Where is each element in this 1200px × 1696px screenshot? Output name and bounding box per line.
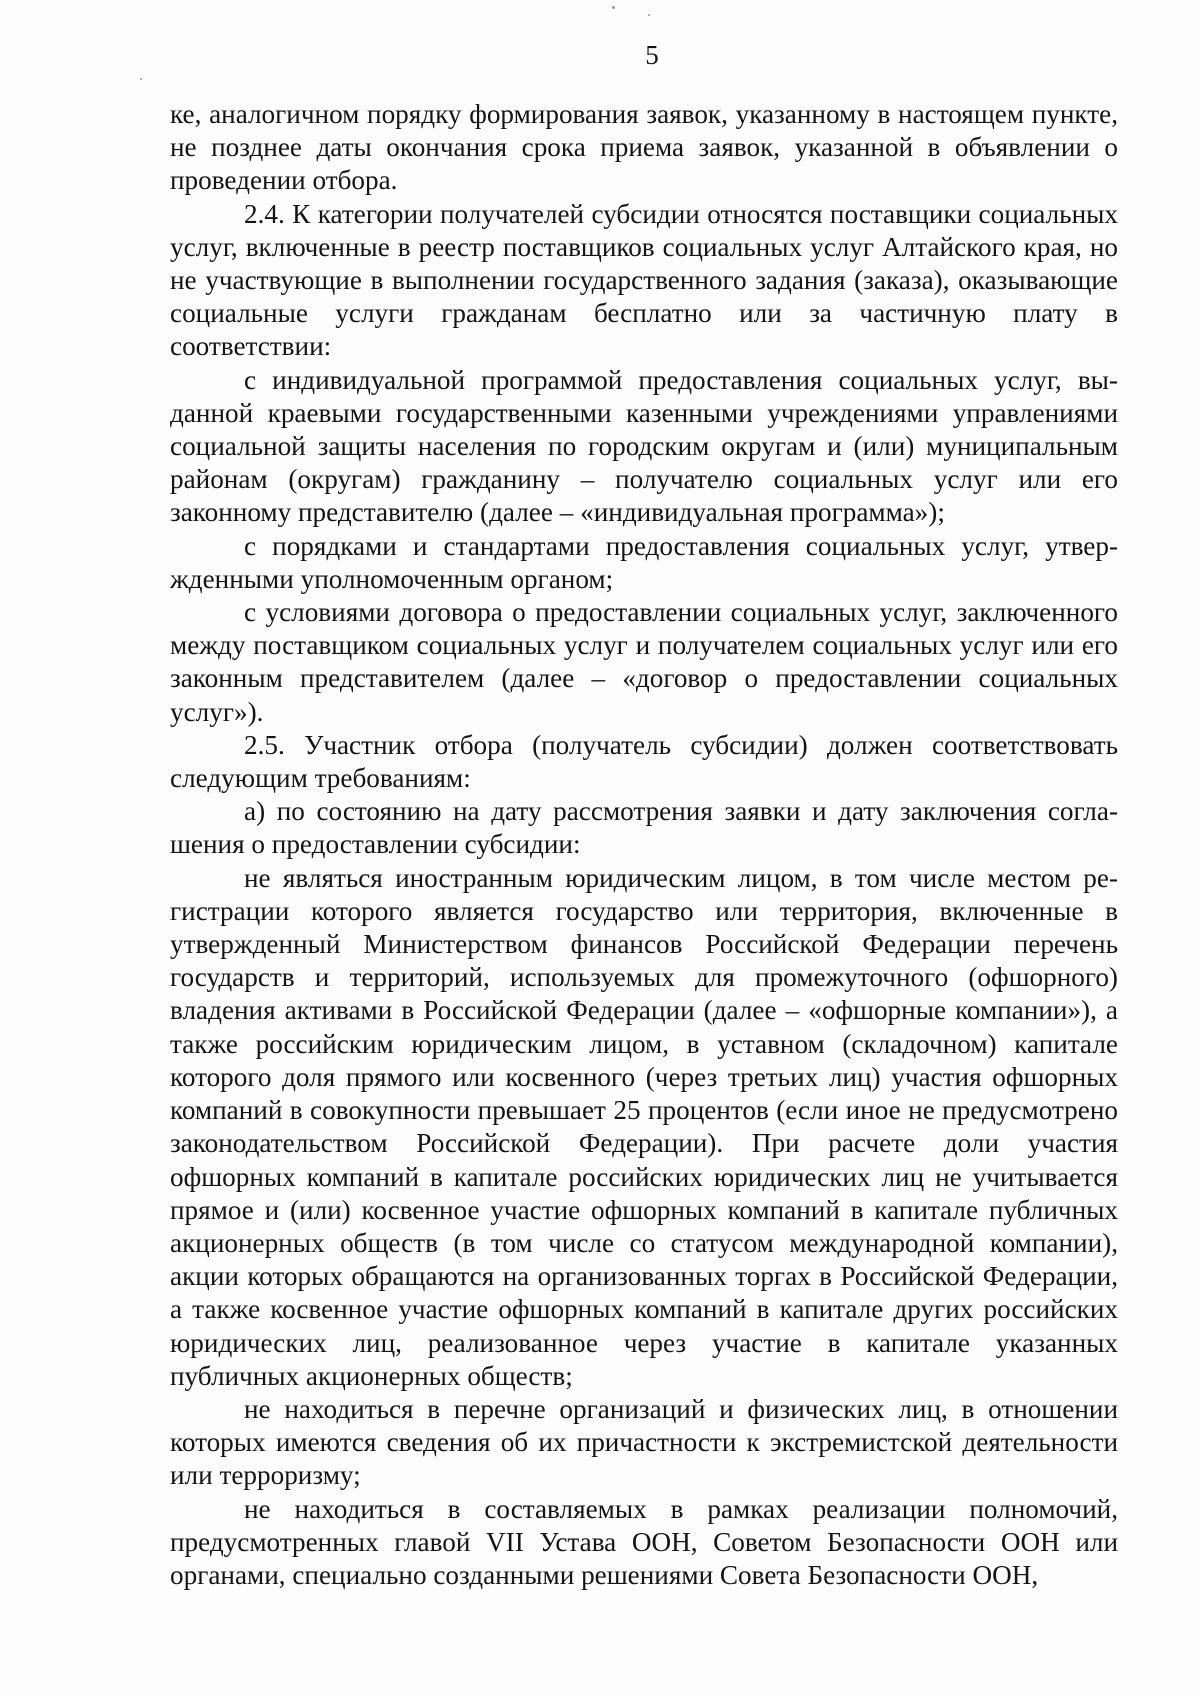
page-number: 5 [645,40,659,70]
paragraph-un-lists: не находиться в составляемых в рамках реализации полномочий, предусмотренных главой VII Устава ООН, Советом Безопасности ООН или органами, специально созданными решениями Совета Безопасности ООН, [170,1493,1118,1590]
paragraph-contract: с условиями договора о предоставлении социальных услуг, заключенного между поставщиком социальных услуг и получателем социальных услуг или его законным представителем (далее – «договор о предоставлении социальных услуг»). [170,597,1118,727]
paragraph-2-5: 2.5. Участник отбора (получатель субсидии) должен соответствовать следующим требованиям: [170,729,1118,794]
paragraph-item-a: а) по состоянию на дату рассмотрения заявки и дату заключения соглашения о предоставлении субсидии: [170,796,1118,860]
paragraph-standards: с порядками и стандартами предоставления социальных услуг, утвержденными уполномоченным органом; [170,530,1118,594]
scan-speck [648,14,650,16]
paragraph-individual-program: с индивидуальной программой предоставления социальных услуг, выданной краевыми государственными казенными учреждениями управлениями социальной защиты населения по городским округам и (или) муниципальным районам (округам) гражданину – получателю социальных услуг или его законному представителю (далее – «индивидуальная программа»); [170,364,1118,528]
paragraph-2-4: 2.4. К категории получателей субсидии относятся поставщики социальных услуг, включенные в реестр поставщиков социальных услуг Алтайского края, но не участвующие в выполнении государственного задания (заказа), оказывающие социальные услуги гражданам бесплатно или за частичную плату в соответствии: [170,198,1118,362]
scan-speck [612,6,615,9]
paragraph-extremism: не находиться в перечне организаций и физических лиц, в отношении которых имеются сведения об их причастности к экстремистской деятельности или терроризму; [170,1393,1118,1491]
document-body [170,98,1118,1592]
paragraph-offshore: не являться иностранным юридическим лицом, в том числе местом регистрации которого является государство или территория, включенные в утвержденный Министерством финансов Российской Федерации перечень государств и территорий, используемых для промежуточного (офшорного) владения активами в Российской Федерации (далее – «офшорные компании»), а также российским юридическим лицом, в уставном (складочном) капитале которого доля прямого или косвенного (через третьих лиц) участия офшорных компаний в совокупности превышает 25 процентов (если иное не предусмотрено законодательством Российской Федерации). При расчете доли участия офшорных компаний в капитале российских юридических лиц не учитывается прямое и (или) косвенное участие офшорных компаний в капитале публичных акционерных обществ (в том числе со статусом международной компании), акции которых обращаются на организованных торгах в Российской Федерации, а также косвенное участие офшорных компаний в капитале других российских юридических лиц, реализованное через участие в капитале указанных публичных акционерных обществ; [170,862,1118,1391]
scan-speck [140,78,142,80]
paragraph-continuation: ке, аналогичном порядку формирования заявок, указанному в настоящем пункте, не позднее даты окончания срока приема заявок, указанной в объявлении о проведении отбора. [170,99,1118,196]
